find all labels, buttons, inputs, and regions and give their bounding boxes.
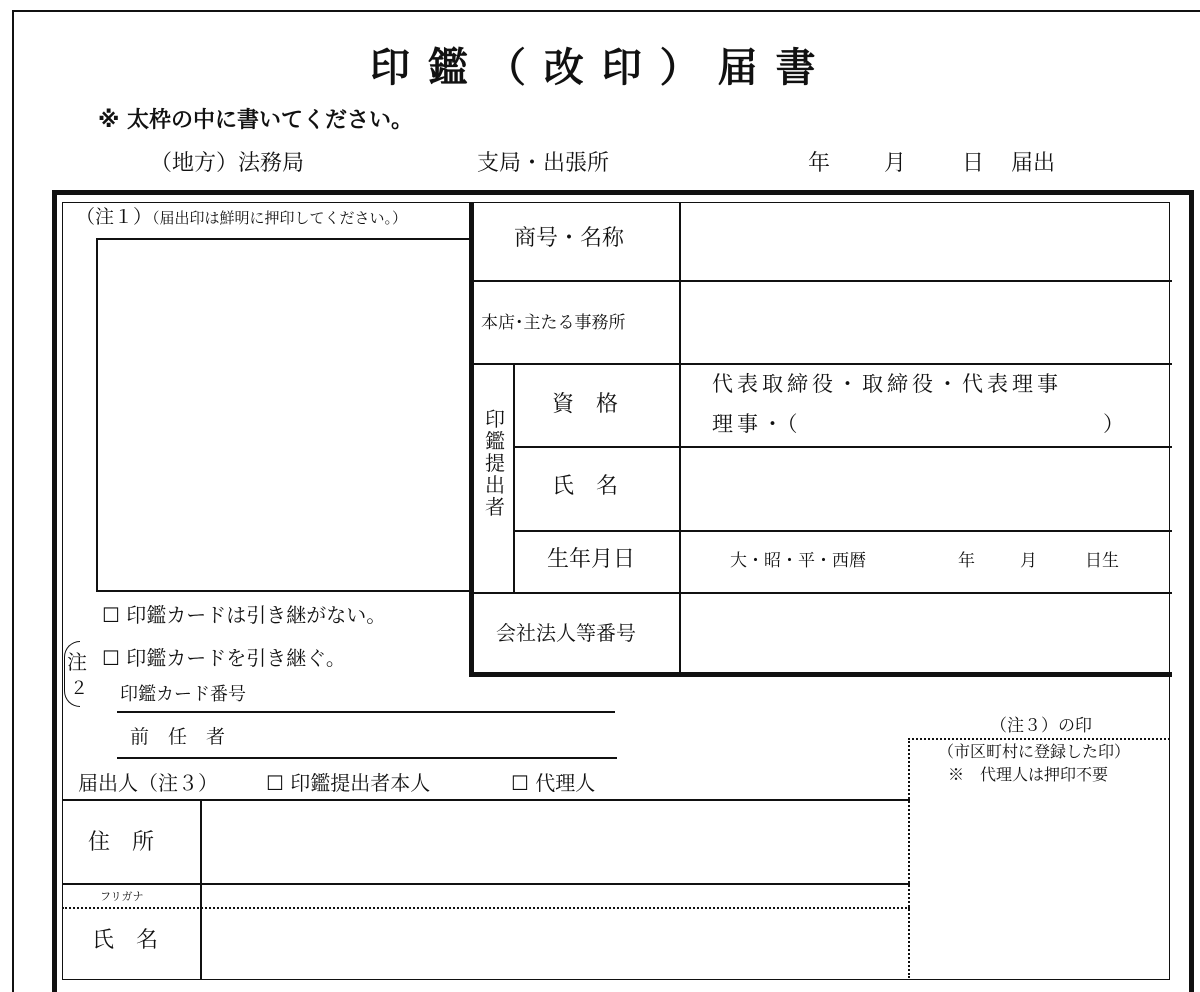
applicant-self-option[interactable] [266,773,430,793]
applicant-agent-text: 代理人 [535,771,596,795]
address-bottom-line [62,883,910,885]
submitter-group-text: 印 鑑 提 出 者 [485,407,505,519]
predecessor-label: 前 任 者 [130,726,226,748]
qualification-options-1[interactable]: 代表取締役・取締役・代表理事 [712,372,1062,396]
form-title: 印 鑑 （ 改 印 ） 届 書 [370,45,818,91]
furigana-field[interactable] [203,886,908,906]
table-left-thick [469,202,474,676]
checkbox-icon[interactable]: ☐ [511,771,529,795]
qualification-options-2-left[interactable]: 理事・（ [712,412,802,436]
card-number-label: 印鑑カード番号 [120,684,246,705]
seal-note3-title: （注３）の印 [990,716,1092,736]
submitter-name-label: 氏 名 [552,474,619,499]
qualification-options-2-right: ） [1103,412,1124,436]
seal-note3-line1: （市区町村に登録した印） [938,742,1131,761]
year-label: 年 [808,151,831,176]
day-label: 日 [962,151,985,176]
corporate-number-label: 会社法人等番号 [496,621,636,645]
table-col-divider [679,202,681,674]
submitter-group-divider [513,363,515,593]
birthdate-eras[interactable]: 大・昭・平・西暦 [730,551,866,571]
bureau-label: （地方）法務局 [150,151,305,176]
applicant-top-line [62,799,910,801]
seal-note1-text: （届出印は鮮明に押印してください。） [152,209,408,227]
applicant-name-label: 氏 名 [92,928,159,953]
corporate-number-field[interactable] [682,595,1170,672]
row-line-1 [472,280,1172,282]
branch-label: 支局・出張所 [477,151,610,176]
birthdate-year: 年 [958,551,975,571]
table-bottom-thick [469,672,1172,677]
checkbox-icon[interactable]: ☐ [102,603,120,627]
card-inherit-option[interactable] [102,648,346,668]
seal-note3-line2: ※ 代理人は押印不要 [948,765,1109,784]
seal-note1-num: （注１） [76,206,153,228]
head-office-field[interactable] [682,283,1170,363]
card-inherit-text: 印鑑カードを引き継ぐ。 [126,646,346,670]
applicant-agent-option[interactable] [511,773,595,793]
page-border-left [12,10,14,992]
birthdate-month: 月 [1020,551,1037,571]
trade-name-label: 商号・名称 [514,226,625,251]
checkbox-icon[interactable]: ☐ [102,646,120,670]
card-not-inherit-text: 印鑑カードは引き継がない。 [126,603,387,627]
note2-num: ２ [70,678,88,699]
seal-note3-top [908,738,1170,740]
card-number-underline[interactable] [117,711,615,713]
submitter-group-label [484,408,506,518]
submitter-name-field[interactable] [682,449,1170,530]
row-line-5 [472,592,1172,594]
birthdate-label: 生年月日 [547,547,636,572]
furigana-dotted-line [62,907,910,909]
applicant-label-divider [200,799,202,979]
card-not-inherit-option[interactable] [102,605,386,625]
page-border-top [12,10,1200,12]
head-office-label: 本店･主たる事務所 [481,313,626,333]
furigana-label: フリガナ [100,890,144,903]
submitted-label: 届出 [1011,151,1056,176]
instruction-note: ※ 太枠の中に書いてください。 [98,108,414,133]
applicant-name-field[interactable] [203,910,908,978]
row-line-3 [513,446,1172,448]
row-line-2 [472,363,1172,365]
applicant-label: 届出人（注３） [78,771,218,795]
birthdate-day: 日生 [1085,551,1119,571]
seal-note3-area[interactable] [912,792,1168,976]
trade-name-field[interactable] [682,204,1170,280]
note2-char: 注 [67,650,87,674]
address-field[interactable] [203,802,908,882]
address-label: 住 所 [88,830,155,855]
applicant-self-text: 印鑑提出者本人 [290,771,431,795]
month-label: 月 [884,151,907,176]
qualification-label: 資 格 [552,392,619,417]
checkbox-icon[interactable]: ☐ [266,771,284,795]
seal-note1-label [76,208,407,227]
seal-note3-left [908,738,910,978]
row-line-4 [513,530,1172,532]
predecessor-underline[interactable] [117,757,617,759]
seal-impression-box[interactable] [96,238,472,592]
